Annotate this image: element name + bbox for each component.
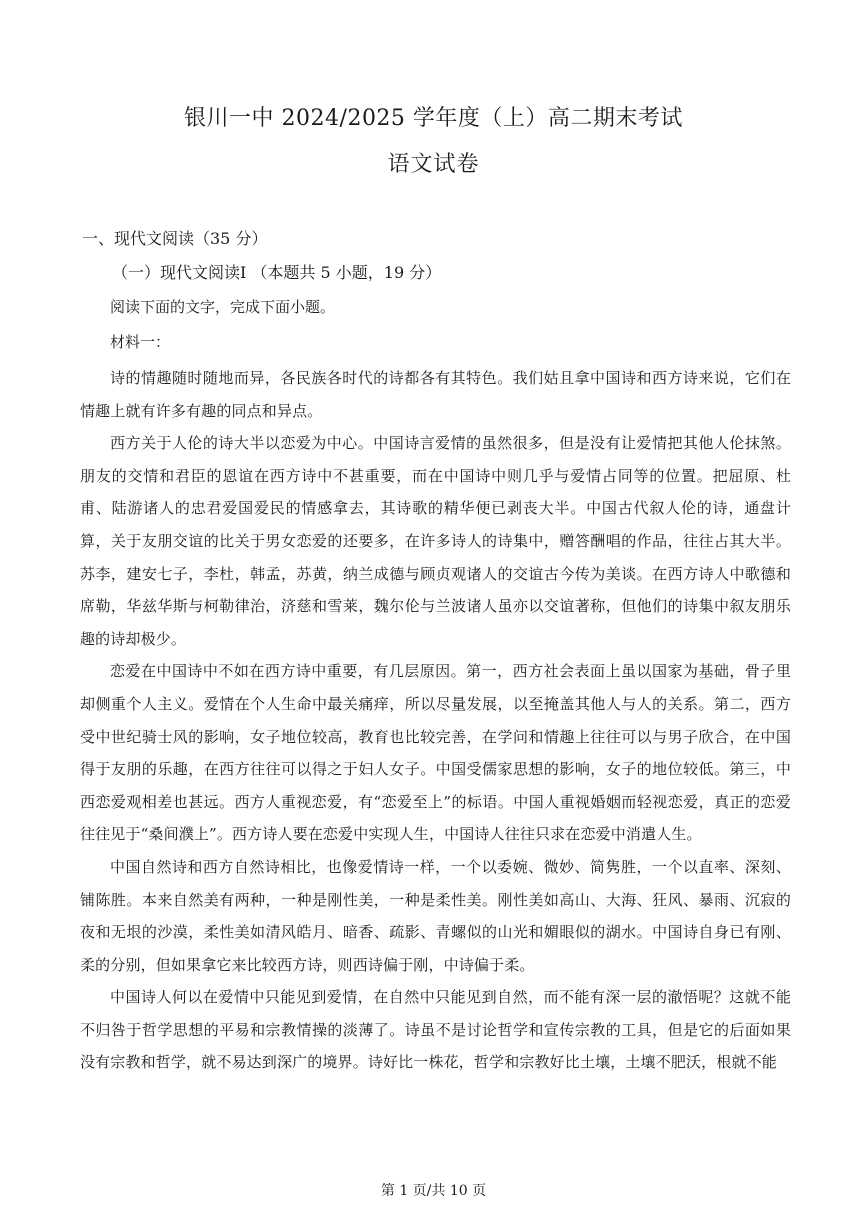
paragraph-5: 中国诗人何以在爱情中只能见到爱情，在自然中只能见到自然，而不能有深一层的澈悟呢？这就不能不归咎于哲学思想的平易和宗教情操的淡薄了。诗虽不是讨论哲学和宣传宗教的工具，但是它的后面如果没有宗教和哲学，就不易达到深广的境界。诗好比一株花，哲学和宗教好比土壤，土壤不肥沃，根就不能 [80,988,791,1072]
paragraph-3: 恋爱在中国诗中不如在西方诗中重要，有几层原因。第一，西方社会表面上虽以国家为基础，骨子里却侧重个人主义。爱情在个人生命中最关痛痒，所以尽量发展，以至掩盖其他人与人的关系。第二，西方受中世纪骑士风的影响，女子地位较高，教育也比较完善，在学问和情趣上往往可以与男子欣合，在中国得于友朋的乐趣，在西方往往可以得之于妇人女子。中国受儒家思想的影响，女子的地位较低。第三，中西恋爱观相差也甚远。西方人重视恋爱，有“恋爱至上”的标语。中国人重视婚姻而轻视恋爱，真正的恋爱往往见于“桑间濮上”。西方诗人要在恋爱中实现人生，中国诗人往往只求在恋爱中消遣人生。 [80,662,791,844]
reading-instruction: 阅读下面的文字，完成下面小题。 [110,298,336,316]
paragraph-1: 诗的情趣随时随地而异，各民族各时代的诗都各有其特色。我们姑且拿中国诗和西方诗来说，它们在情趣上就有许多有趣的同点和异点。 [80,369,791,420]
paragraph-2: 西方关于人伦的诗大半以恋爱为中心。中国诗言爱情的虽然很多，但是没有让爱情把其他人伦抹煞。朋友的交情和君臣的恩谊在西方诗中不甚重要，而在中国诗中则几乎与爱情占同等的位置。把屈原、杜甫、陆游诸人的忠君爱国爱民的情感拿去，其诗歌的精华便已剥丧大半。中国古代叙人伦的诗，通盘计算，关于友朋交谊的比关于男女恋爱的还要多，在许多诗人的诗集中，赠答酬唱的作品，往往占其大半。苏李，建安七子，李杜，韩孟，苏黄，纳兰成德与顾贞观诸人的交谊古今传为美谈。在西方诗人中歌德和席勒，华兹华斯与柯勒律治，济慈和雪莱，魏尔伦与兰波诸人虽亦以交谊著称，但他们的诗集中叙友朋乐趣的诗却极少。 [80,434,791,648]
exam-subtitle: 语文试卷 [387,152,480,177]
exam-title: 银川一中 2024/2025 学年度（上）高二期末考试 [184,106,683,131]
subsection-heading: （一）现代文阅读Ⅰ （本题共 5 小题，19 分） [112,263,442,282]
material-label: 材料一： [110,333,171,351]
section-heading: 一、现代文阅读（35 分） [82,229,268,248]
passage-body [80,362,791,1079]
paragraph-4: 中国自然诗和西方自然诗相比，也像爱情诗一样，一个以委婉、微妙、简隽胜，一个以直率、深刻、铺陈胜。本来自然美有两种，一种是刚性美，一种是柔性美。刚性美如高山、大海、狂风、暴雨、沉寂的夜和无垠的沙漠，柔性美如清风皓月、暗香、疏影、青螺似的山光和媚眼似的湖水。中国诗自身已有刚、柔的分别，但如果拿它来比较西方诗，则西诗偏于刚，中诗偏于柔。 [80,857,791,974]
page-number: 第 1 页/共 10 页 [380,1183,487,1199]
